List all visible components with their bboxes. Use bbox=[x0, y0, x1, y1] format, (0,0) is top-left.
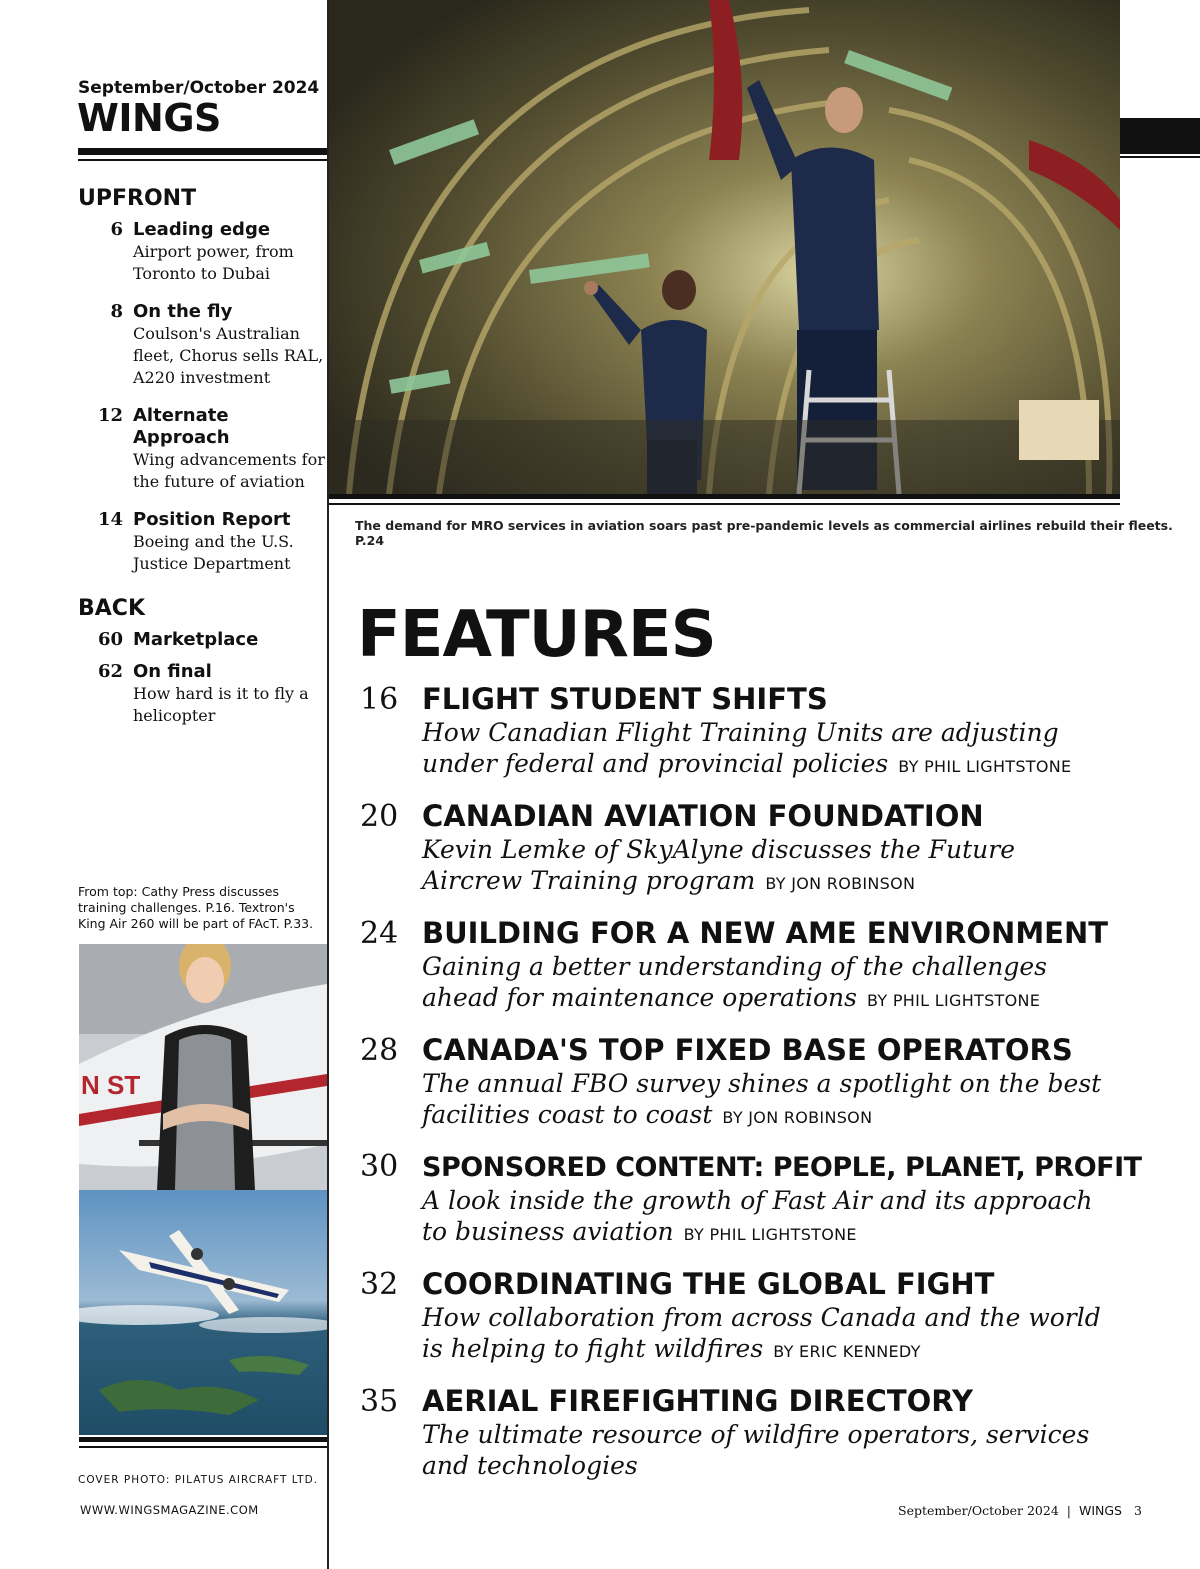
footer-issue: September/October 2024 bbox=[898, 1503, 1059, 1518]
footer-magazine: WINGS bbox=[1078, 1503, 1122, 1518]
toc-description: Airport power, from Toronto to Dubai bbox=[133, 242, 294, 283]
feature-title: CANADA'S TOP FIXED BASE OPERATORS bbox=[422, 1033, 1073, 1067]
toc-page-number: 14 bbox=[97, 509, 123, 530]
upfront-section bbox=[78, 186, 328, 575]
feature-item[interactable] bbox=[360, 1033, 1150, 1133]
footer-separator: | bbox=[1066, 1503, 1071, 1518]
toc-description: Coulson's Australian fleet, Chorus sells RAL, A220 investment bbox=[133, 324, 324, 387]
feature-page-number: 32 bbox=[360, 1267, 399, 1302]
feature-item[interactable] bbox=[360, 1384, 1150, 1481]
page-footer bbox=[898, 1503, 1142, 1518]
feature-byline: BY JON ROBINSON bbox=[722, 1108, 873, 1127]
hero-caption: The demand for MRO services in aviation soars past pre-pandemic levels as commercial airlines rebuild their fleets. P.24 bbox=[355, 518, 1173, 548]
feature-page-number: 20 bbox=[360, 799, 399, 834]
feature-description: How Canadian Flight Training Units are adjusting under federal and provincial policies bbox=[422, 718, 1059, 778]
features-heading: FEATURES bbox=[357, 598, 716, 672]
feature-description: Kevin Lemke of SkyAlyne discusses the Future Aircrew Training program bbox=[422, 835, 1016, 895]
website-link[interactable]: WWW.WINGSMAGAZINE.COM bbox=[80, 1503, 259, 1517]
toc-title: Position Report bbox=[133, 509, 291, 530]
feature-description: Gaining a better understanding of the challenges ahead for maintenance operations bbox=[422, 952, 1047, 1012]
toc-page-number: 60 bbox=[97, 629, 123, 650]
feature-item[interactable] bbox=[360, 1267, 1150, 1367]
back-heading: BACK bbox=[78, 596, 145, 621]
toc-description: Boeing and the U.S. Justice Department bbox=[133, 532, 294, 573]
toc-item[interactable] bbox=[78, 661, 328, 727]
toc-page-number: 12 bbox=[97, 405, 123, 426]
toc-item[interactable] bbox=[78, 509, 328, 575]
feature-byline: BY PHIL LIGHTSTONE bbox=[867, 991, 1041, 1010]
toc-title: Leading edge bbox=[133, 219, 271, 240]
feature-page-number: 24 bbox=[360, 916, 399, 951]
feature-title: CANADIAN AVIATION FOUNDATION bbox=[422, 799, 984, 833]
feature-item[interactable] bbox=[360, 799, 1150, 899]
feature-description: The ultimate resource of wildfire operators, services and technologies bbox=[422, 1420, 1090, 1480]
feature-byline: BY PHIL LIGHTSTONE bbox=[683, 1225, 857, 1244]
cover-photo-credit: COVER PHOTO: PILATUS AIRCRAFT LTD. bbox=[78, 1474, 318, 1486]
toc-item[interactable] bbox=[78, 301, 328, 389]
hero-rule-thick bbox=[329, 494, 1120, 499]
toc-page-number: 8 bbox=[110, 301, 123, 322]
feature-byline: BY PHIL LIGHTSTONE bbox=[898, 757, 1072, 776]
feature-page-number: 28 bbox=[360, 1033, 399, 1068]
page-number: 3 bbox=[1133, 1503, 1142, 1518]
edge-tab bbox=[1120, 118, 1200, 154]
hero-photo bbox=[329, 0, 1120, 494]
feature-description: How collaboration from across Canada and the world is helping to fight wildfires bbox=[422, 1303, 1101, 1363]
magazine-title: WINGS bbox=[77, 96, 221, 140]
feature-page-number: 30 bbox=[360, 1149, 399, 1184]
toc-title: On final bbox=[133, 661, 212, 682]
side-photo-caption: From top: Cathy Press discusses training challenges. P.16. Textron's King Air 260 will be part of FAcT. P.33. bbox=[78, 884, 314, 931]
toc-description: Wing advancements for the future of aviation bbox=[133, 450, 325, 491]
toc-title: Marketplace bbox=[133, 629, 259, 650]
feature-byline: BY JON ROBINSON bbox=[765, 874, 916, 893]
toc-title: On the fly bbox=[133, 301, 233, 322]
upfront-heading: UPFRONT bbox=[78, 186, 197, 211]
feature-description: The annual FBO survey shines a spotlight on the best facilities coast to coast bbox=[422, 1069, 1102, 1129]
hero-rule-thin bbox=[329, 503, 1120, 505]
portrait-photo bbox=[79, 944, 327, 1190]
feature-item[interactable] bbox=[360, 916, 1150, 1016]
photo-rule-thick bbox=[79, 1437, 327, 1442]
feature-title: FLIGHT STUDENT SHIFTS bbox=[422, 682, 828, 716]
aircraft-illustration bbox=[79, 1190, 327, 1435]
toc-item[interactable] bbox=[78, 629, 328, 651]
aircraft-lettering: N ST bbox=[81, 1070, 141, 1100]
feature-item[interactable] bbox=[360, 682, 1150, 782]
feature-title: SPONSORED CONTENT: PEOPLE, PLANET, PROFIT bbox=[422, 1152, 1142, 1183]
toc-title: Alternate Approach bbox=[133, 405, 230, 448]
feature-title: COORDINATING THE GLOBAL FIGHT bbox=[422, 1267, 995, 1301]
feature-title: BUILDING FOR A NEW AME ENVIRONMENT bbox=[422, 916, 1109, 950]
masthead-rule-thin bbox=[78, 159, 327, 161]
photo-rule-thin bbox=[79, 1446, 327, 1448]
hangar-illustration bbox=[329, 0, 1120, 494]
feature-title: AERIAL FIREFIGHTING DIRECTORY bbox=[422, 1384, 974, 1418]
toc-page-number: 6 bbox=[110, 219, 123, 240]
feature-description: A look inside the growth of Fast Air and its approach to business aviation bbox=[422, 1186, 1093, 1246]
portrait-illustration bbox=[79, 944, 327, 1190]
toc-item[interactable] bbox=[78, 219, 328, 285]
feature-byline: BY ERIC KENNEDY bbox=[773, 1342, 921, 1361]
aircraft-photo bbox=[79, 1190, 327, 1435]
back-section bbox=[78, 596, 328, 727]
toc-page-number: 62 bbox=[97, 661, 123, 682]
edge-tab-line bbox=[1120, 156, 1200, 158]
toc-description: How hard is it to fly a helicopter bbox=[133, 684, 309, 725]
toc-item[interactable] bbox=[78, 405, 328, 493]
feature-page-number: 35 bbox=[360, 1384, 399, 1419]
issue-date: September/October 2024 bbox=[78, 78, 320, 98]
feature-page-number: 16 bbox=[360, 682, 399, 717]
feature-item[interactable] bbox=[360, 1150, 1150, 1250]
masthead-rule-thick bbox=[78, 148, 327, 155]
